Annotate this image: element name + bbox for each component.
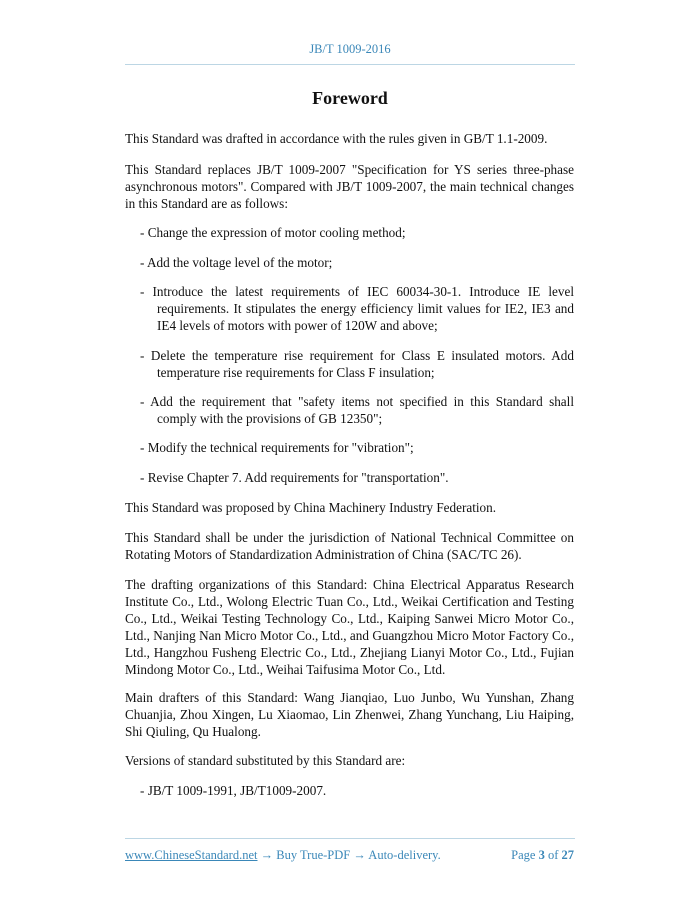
header-divider [125,64,575,65]
paragraph: Versions of standard substituted by this Standard are: [125,753,406,768]
current-page: 3 [538,848,545,862]
page-label: Page [511,848,536,862]
list-item: - Add the voltage level of the motor; [140,255,333,270]
list-item: - Change the expression of motor cooling method; [140,225,406,240]
of-label: of [547,848,559,862]
footer-promo: → Buy True-PDF → Auto-delivery. [257,848,441,862]
paragraph: This Standard shall be under the jurisdiction of National Technical Committee on Rotating Motors of Standardization Administration of China (SAC/TC 26). [125,530,574,562]
paragraph: This Standard was drafted in accordance with the rules given in GB/T 1.1-2009. [125,131,548,146]
page-number [511,847,574,864]
page-title: Foreword [312,88,388,108]
paragraph: This Standard was proposed by China Machinery Industry Federation. [125,500,497,515]
list-item: - Introduce the latest requirements of IEC 60034-30-1. Introduce IE level requirements. It stipulates the energy efficiency limit values for IE2, IE3 and IE4 levels of motors with power of 120W and above; [140,284,574,333]
paragraph: Main drafters of this Standard: Wang Jianqiao, Luo Junbo, Wu Yunshan, Zhang Chuanjia, Zhou Xingen, Lu Xiaomao, Lin Zhenwei, Zhang Yunchang, Liu Haiping, Shi Qiuling, Qu Hualong. [125,690,574,739]
footer [125,847,574,864]
paragraph: This Standard replaces JB/T 1009-2007 "Specification for YS series three-phase asynchronous motors". Compared with JB/T 1009-2007, the main technical changes in this Standard are as follows: [125,162,574,211]
list-item: - Add the requirement that "safety items not specified in this Standard shall comply with the provisions of GB 12350"; [140,394,574,426]
paragraph: The drafting organizations of this Standard: China Electrical Apparatus Research Institute Co., Ltd., Wolong Electric Tuan Co., Ltd., Weikai Certification and Testing Co., Ltd., Weikai Testing Technology Co., Ltd., Kaiping Sanwei Micro Motor Co., Ltd., Nanjing Nan Micro Motor Co., Ltd., and Guangzhou Micro Motor Factory Co., Ltd., Hangzhou Fusheng Electric Co., Ltd., Zhejiang Lianyi Motor Co., Ltd., Fujian Mindong Motor Co., Ltd., Weihai Taifusima Motor Co., Ltd. [125,577,574,677]
footer-divider [125,838,575,839]
header-doc-code: JB/T 1009-2016 [309,42,391,56]
list-item: - Revise Chapter 7. Add requirements for "transportation". [140,470,449,485]
list-item: - Modify the technical requirements for "vibration"; [140,440,414,455]
list-item: - Delete the temperature rise requirement for Class E insulated motors. Add temperature rise requirements for Class F insulation; [140,348,574,380]
list-item: - JB/T 1009-1991, JB/T1009-2007. [140,783,327,798]
website-link[interactable]: www.ChineseStandard.net [125,848,258,862]
total-pages: 27 [561,848,574,862]
